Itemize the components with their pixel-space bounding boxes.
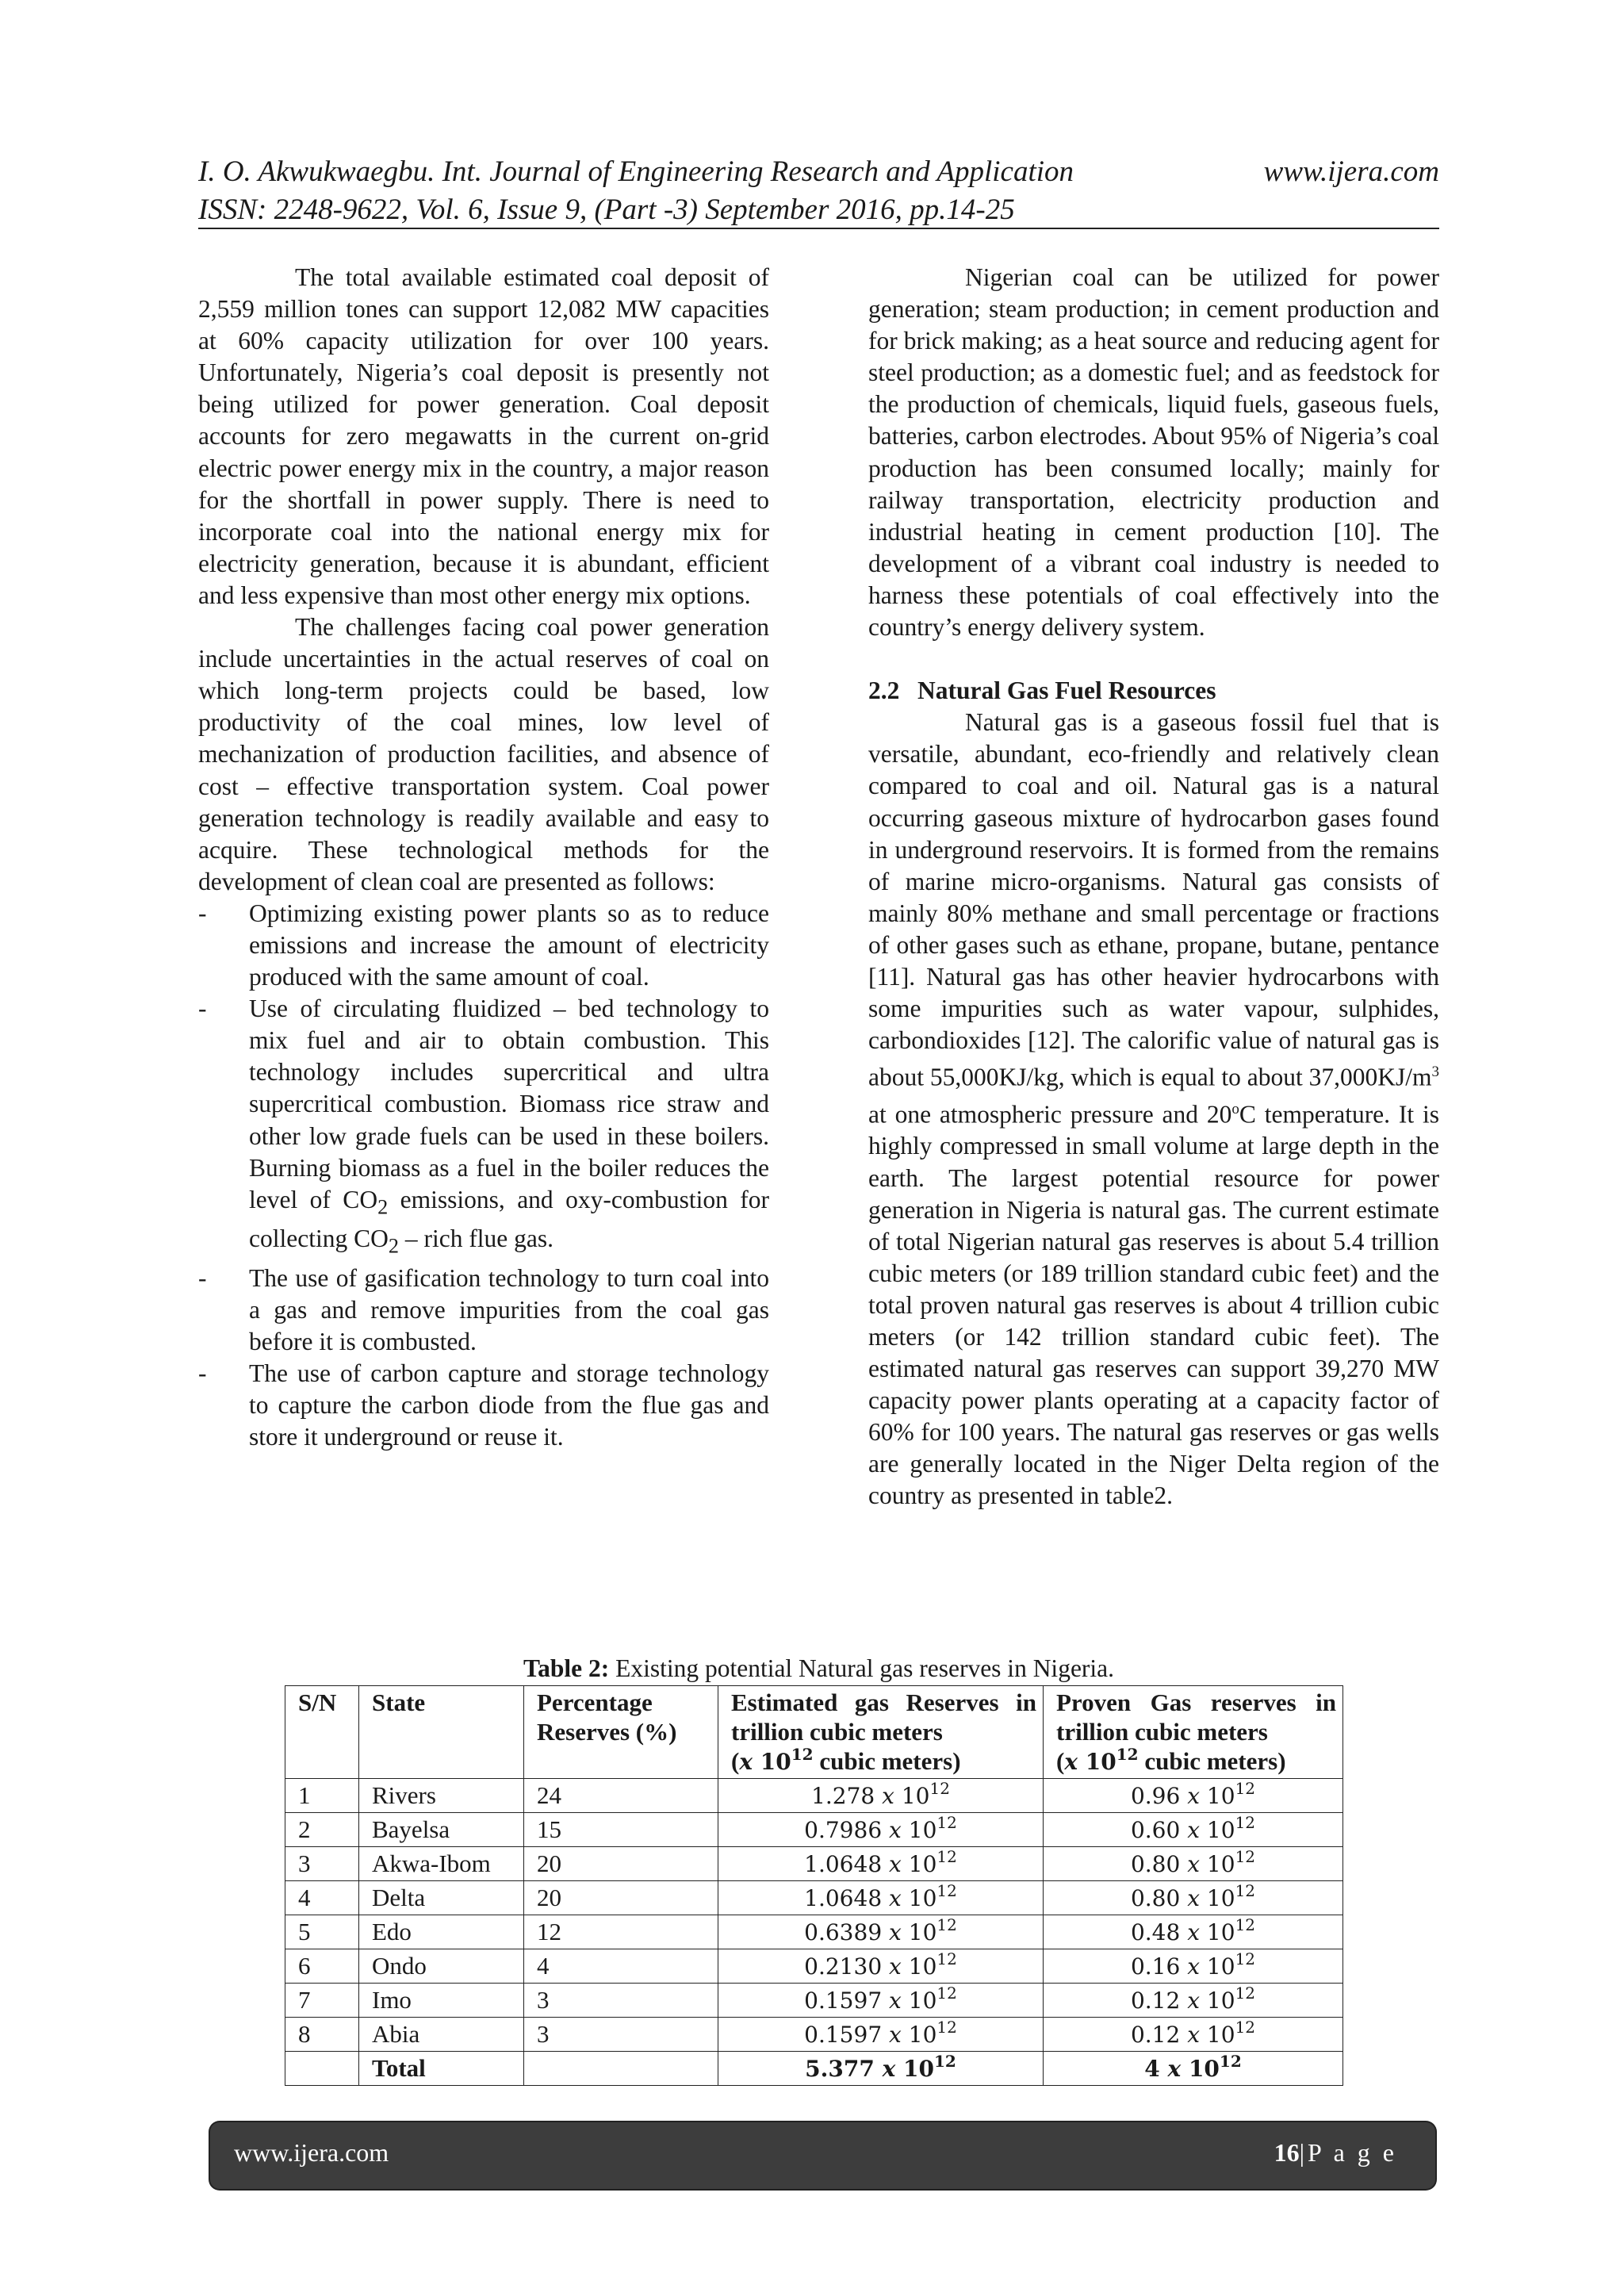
table-row — [285, 1813, 1343, 1847]
running-header — [198, 153, 1439, 229]
cell-estimated: 1.278 x $10^{12}$ — [718, 1779, 1044, 1813]
cell-percentage-empty — [524, 2052, 718, 2086]
header-divider — [198, 228, 1439, 229]
cell-proven: 0.80 x $10^{12}$ — [1044, 1881, 1343, 1915]
cell-state: Delta — [359, 1881, 524, 1915]
natural-gas-paragraph: Natural gas is a gaseous fossil fuel that is versatile, abundant, eco-friendly and relatively clean compared to coal and oil. Natural gas is a natural occurring gaseous mixture of hydrocarbon gases found in underground reservoirs. It is formed from the remains of marine micro-organisms. Natural gas consists of mainly 80% methane and small percentage or fractions of other gases such as ethane, propane, butane, pentance [11]. Natural gas has other heavier hydrocarbons with some impurities such as water vapour, sulphides, carbondioxides [12]. The calorific value of natural gas is about 55,000KJ/kg, which is equal to about $37,000KJ/m^3$ at one atmospheric pressure and 20$^o$C temperature. It is highly compressed in small volume at large depth in the earth. The largest potential resource for power generation in Nigeria is natural gas. The current estimate of total Nigerian natural gas reserves is about 5.4 trillion cubic meters (or 189 trillion standard cubic feet) and the total proven natural gas reserves is about 4 trillion cubic meters (or 142 trillion standard cubic feet). The estimated natural gas reserves can support 39,270 MW capacity power plants operating at a capacity factor of 60% for 100 years. The natural gas reserves or gas wells are generally located in the Niger Delta region of the country as presented in table2. — [868, 708, 1440, 1510]
coal-uses-paragraph: Nigerian coal can be utilized for power generation; steam production; in cement production and for brick making; as a heat source and reducing agent for steel production; as a domestic fuel; and as feedstock for the production of chemicals, liquid fuels, gaseous fuels, batteries, carbon electrodes. About 95% of Nigeria’s coal production has been consumed locally; mainly for railway transportation, electricity production and industrial heating in cement production [10]. The development of a vibrant coal industry is needed to harness these potentials of coal effectively into the country’s energy delivery system. — [868, 263, 1439, 642]
list-item-text: The use of gasification technology to turn coal into a gas and remove impurities from the coal gas before it is combusted. — [249, 1263, 769, 1355]
cell-estimated: 0.1597 x $10^{12}$ — [718, 1984, 1044, 2018]
issn-line: ISSN: 2248-9622, Vol. 6, Issue 9, (Part -3) September 2016, pp.14-25 — [198, 194, 1015, 226]
cell-total-estimated: 5.377 x $10^{12}$ — [718, 2052, 1044, 2086]
cell-total-label: Total — [359, 2052, 524, 2086]
cell-state: Edo — [359, 1915, 524, 1949]
cell-state: Imo — [359, 1984, 524, 2018]
cell-percentage: 20 — [524, 1847, 718, 1881]
list-item-text: Use of circulating fluidized – bed technology to mix fuel and air to obtain combustion. This technology includes supercritical and ultra supercritical combustion. Biomass rice straw and other low grade fuels can be used in these boilers. Burning biomass as a fuel in the boiler reduces the level of $CO_2$ emissions, and oxy-combustion for collecting $CO_2$ – rich flue gas. — [249, 995, 769, 1258]
cell-sn: 1 — [285, 1779, 359, 1813]
cell-state: Ondo — [359, 1949, 524, 1984]
section-number: 2.2 — [868, 677, 900, 705]
cell-state: Bayelsa — [359, 1813, 524, 1847]
coal-challenges-paragraph: The challenges facing coal power generation include uncertainties in the actual reserves of coal on which long-term projects could be based, low productivity of the coal mines, low level of mechanization of production facilities, and absence of cost – effective transportation system. Coal power generation technology is readily available and easy to acquire. These technological methods for the development of clean coal are presented as follows: — [198, 613, 769, 895]
cell-percentage: 3 — [524, 2018, 718, 2052]
table-row — [285, 1881, 1343, 1915]
list-item-text: The use of carbon capture and storage technology to capture the carbon diode from the flue gas and store it underground or reuse it. — [249, 1359, 769, 1451]
table-header-row — [285, 1686, 1343, 1779]
cell-proven: 0.80 x $10^{12}$ — [1044, 1847, 1343, 1881]
header-percentage: Percentage Reserves (%) — [524, 1686, 718, 1779]
section-heading — [868, 675, 1439, 707]
journal-website[interactable]: www.ijera.com — [1263, 155, 1439, 188]
cell-proven: 0.12 x $10^{12}$ — [1044, 1984, 1343, 2018]
cell-proven: 0.48 x $10^{12}$ — [1044, 1915, 1343, 1949]
cell-estimated: 0.6389 x $10^{12}$ — [718, 1915, 1044, 1949]
section-title: Natural Gas Fuel Resources — [917, 677, 1216, 705]
cell-sn: 3 — [285, 1847, 359, 1881]
page-footer — [210, 2122, 1435, 2189]
cell-estimated: 0.7986 x $10^{12}$ — [718, 1813, 1044, 1847]
page-number: 16|P a g e — [1274, 2138, 1397, 2167]
cell-estimated: 0.1597 x $10^{12}$ — [718, 2018, 1044, 2052]
table-row — [285, 1984, 1343, 2018]
bullet-dash: - — [198, 899, 207, 927]
table-caption-label: Table 2: — [523, 1654, 610, 1682]
header-state: State — [359, 1686, 524, 1779]
header-proven-unit: (x $10^{12}$ cubic meters) — [1056, 1745, 1286, 1775]
cell-state: Abia — [359, 2018, 524, 2052]
cell-state: Akwa-Ibom — [359, 1847, 524, 1881]
cell-percentage: 4 — [524, 1949, 718, 1984]
cell-sn: 2 — [285, 1813, 359, 1847]
right-column — [868, 262, 1439, 1512]
bullet-dash: - — [198, 1359, 207, 1387]
left-column — [198, 262, 769, 1453]
cell-sn: 8 — [285, 2018, 359, 2052]
cell-estimated: 1.0648 x $10^{12}$ — [718, 1881, 1044, 1915]
bullet-dash: - — [198, 995, 207, 1023]
cell-percentage: 3 — [524, 1984, 718, 2018]
cell-proven: 0.96 x $10^{12}$ — [1044, 1779, 1343, 1813]
table-row — [285, 1949, 1343, 1984]
table-row — [285, 2018, 1343, 2052]
cell-proven: 0.16 x $10^{12}$ — [1044, 1949, 1343, 1984]
cell-state: Rivers — [359, 1779, 524, 1813]
cell-percentage: 24 — [524, 1779, 718, 1813]
cell-percentage: 15 — [524, 1813, 718, 1847]
header-proven: Proven Gas reserves in trillion cubic meters (x $10^{12}$ cubic meters) — [1044, 1686, 1343, 1779]
list-item — [198, 1263, 769, 1358]
cell-total-proven: 4 x $10^{12}$ — [1044, 2052, 1343, 2086]
list-item — [198, 1358, 769, 1453]
header-estimated-unit: (x $10^{12}$ cubic meters) — [731, 1745, 961, 1775]
header-sn: S/N — [285, 1686, 359, 1779]
table-caption — [285, 1654, 1352, 1683]
cell-estimated: 1.0648 x $10^{12}$ — [718, 1847, 1044, 1881]
table-total-row — [285, 2052, 1343, 2086]
cell-sn: 7 — [285, 1984, 359, 2018]
list-item-text: Optimizing existing power plants so as to reduce emissions and increase the amount of electricity produced with the same amount of coal. — [249, 899, 769, 991]
cell-sn-empty — [285, 2052, 359, 2086]
table-row — [285, 1915, 1343, 1949]
cell-sn: 6 — [285, 1949, 359, 1984]
list-item — [198, 898, 769, 993]
cell-sn: 4 — [285, 1881, 359, 1915]
cell-estimated: 0.2130 x $10^{12}$ — [718, 1949, 1044, 1984]
header-estimated: Estimated gas Reserves in trillion cubic meters (x $10^{12}$ cubic meters) — [718, 1686, 1044, 1779]
journal-citation: I. O. Akwukwaegbu. Int. Journal of Engineering Research and Application — [198, 155, 1074, 188]
clean-coal-methods-list — [198, 898, 769, 1453]
list-item — [198, 993, 769, 1262]
cell-proven: 0.12 x $10^{12}$ — [1044, 2018, 1343, 2052]
cell-proven: 0.60 x $10^{12}$ — [1044, 1813, 1343, 1847]
cell-percentage: 20 — [524, 1881, 718, 1915]
coal-deposit-paragraph: The total available estimated coal deposit of 2,559 million tones can support 12,082 MW capacities at 60% capacity utilization for over 100 years. Unfortunately, Nigeria’s coal deposit is presently not being utilized for power generation. Coal deposit accounts for zero megawatts in the current on-grid electric power energy mix in the country, a major reason for the shortfall in power supply. There is need to incorporate coal into the national energy mix for electricity generation, because it is abundant, efficient and less expensive than most other energy mix options. — [198, 263, 769, 609]
footer-website[interactable]: www.ijera.com — [234, 2138, 389, 2167]
gas-reserves-table — [285, 1685, 1343, 2086]
table-row — [285, 1779, 1343, 1813]
table-caption-text: Existing potential Natural gas reserves in Nigeria. — [609, 1654, 1115, 1682]
table-row — [285, 1847, 1343, 1881]
cell-sn: 5 — [285, 1915, 359, 1949]
bullet-dash: - — [198, 1263, 207, 1292]
cell-percentage: 12 — [524, 1915, 718, 1949]
